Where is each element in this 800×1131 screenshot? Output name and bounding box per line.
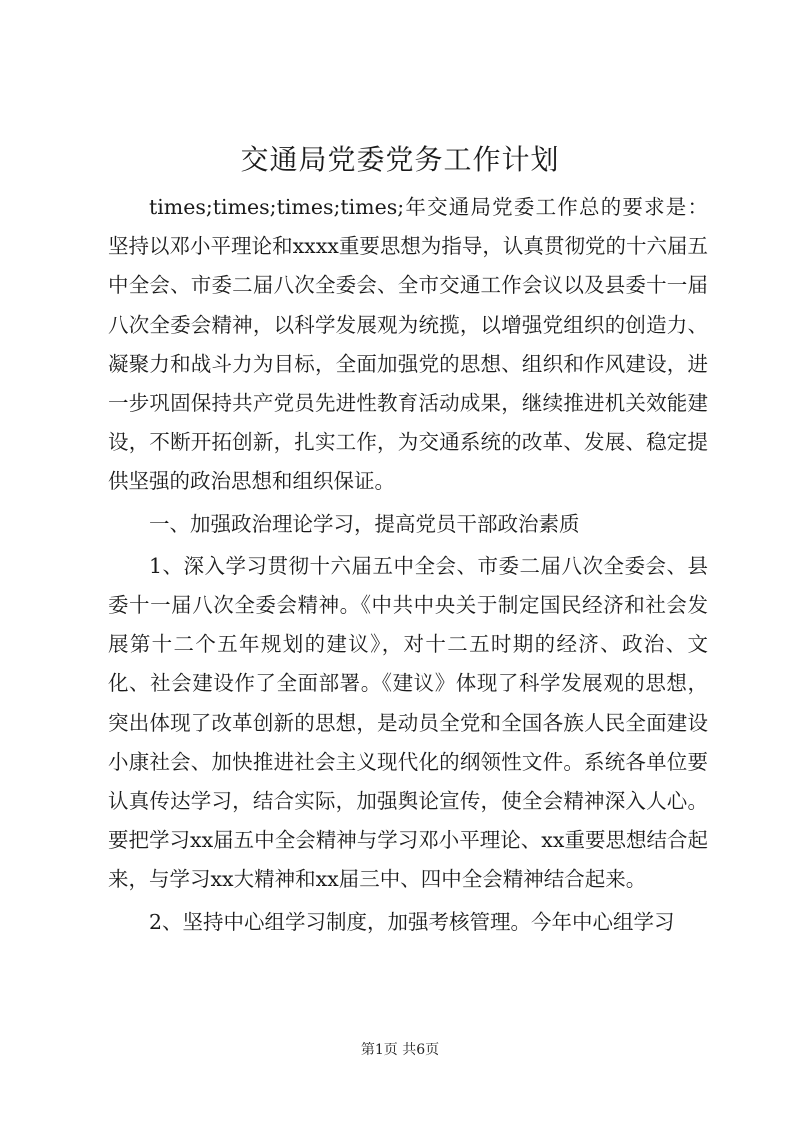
page-footer: 第1页 共6页 xyxy=(360,1042,440,1058)
document-title: 交通局党委党务工作计划 xyxy=(240,143,560,176)
intro-paragraph: times;times;times;times;年交通局党委工作总的要求是：坚持以邓小平理论和xxxx重要思想为指导，认真贯彻党的十六届五中全会、市委二届八次全委会、全市交通工作会议以及县委十一届八次全委会精神，以科学发展观为统揽，以增强党组织的创造力、凝聚力和战斗力为目标，全面加强党的思想、组织和作风建设，进一步巩固保持共产党员先进性教育活动成果，继续推进机关效能建设，不断开拓创新，扎实工作，为交通系统的改革、发展、稳定提供坚强的政治思想和组织保证。 xyxy=(108,195,708,494)
section-heading-1: 一、加强政治理论学习，提高党员干部政治素质 xyxy=(149,511,580,536)
document-body xyxy=(108,188,708,942)
item-paragraph-2: 2、坚持中心组学习制度，加强考核管理。今年中心组学习 xyxy=(149,909,675,934)
item-paragraph-1: 1、深入学习贯彻十六届五中全会、市委二届八次全委会、县委十一届八次全委会精神。《中共中央关于制定国民经济和社会发展第十二个五年规划的建议》，对十二五时期的经济、政治、文化、社会建设作了全面部署。《建议》体现了科学发展观的思想，突出体现了改革创新的思想，是动员全党和全国各族人民全面建设小康社会、加快推进社会主义现代化的纲领性文件。系统各单位要认真传达学习，结合实际，加强舆论宣传，使全会精神深入人心。要把学习xx届五中全会精神与学习邓小平理论、xx重要思想结合起来，与学习xx大精神和xx届三中、四中全会精神结合起来。 xyxy=(108,553,708,892)
